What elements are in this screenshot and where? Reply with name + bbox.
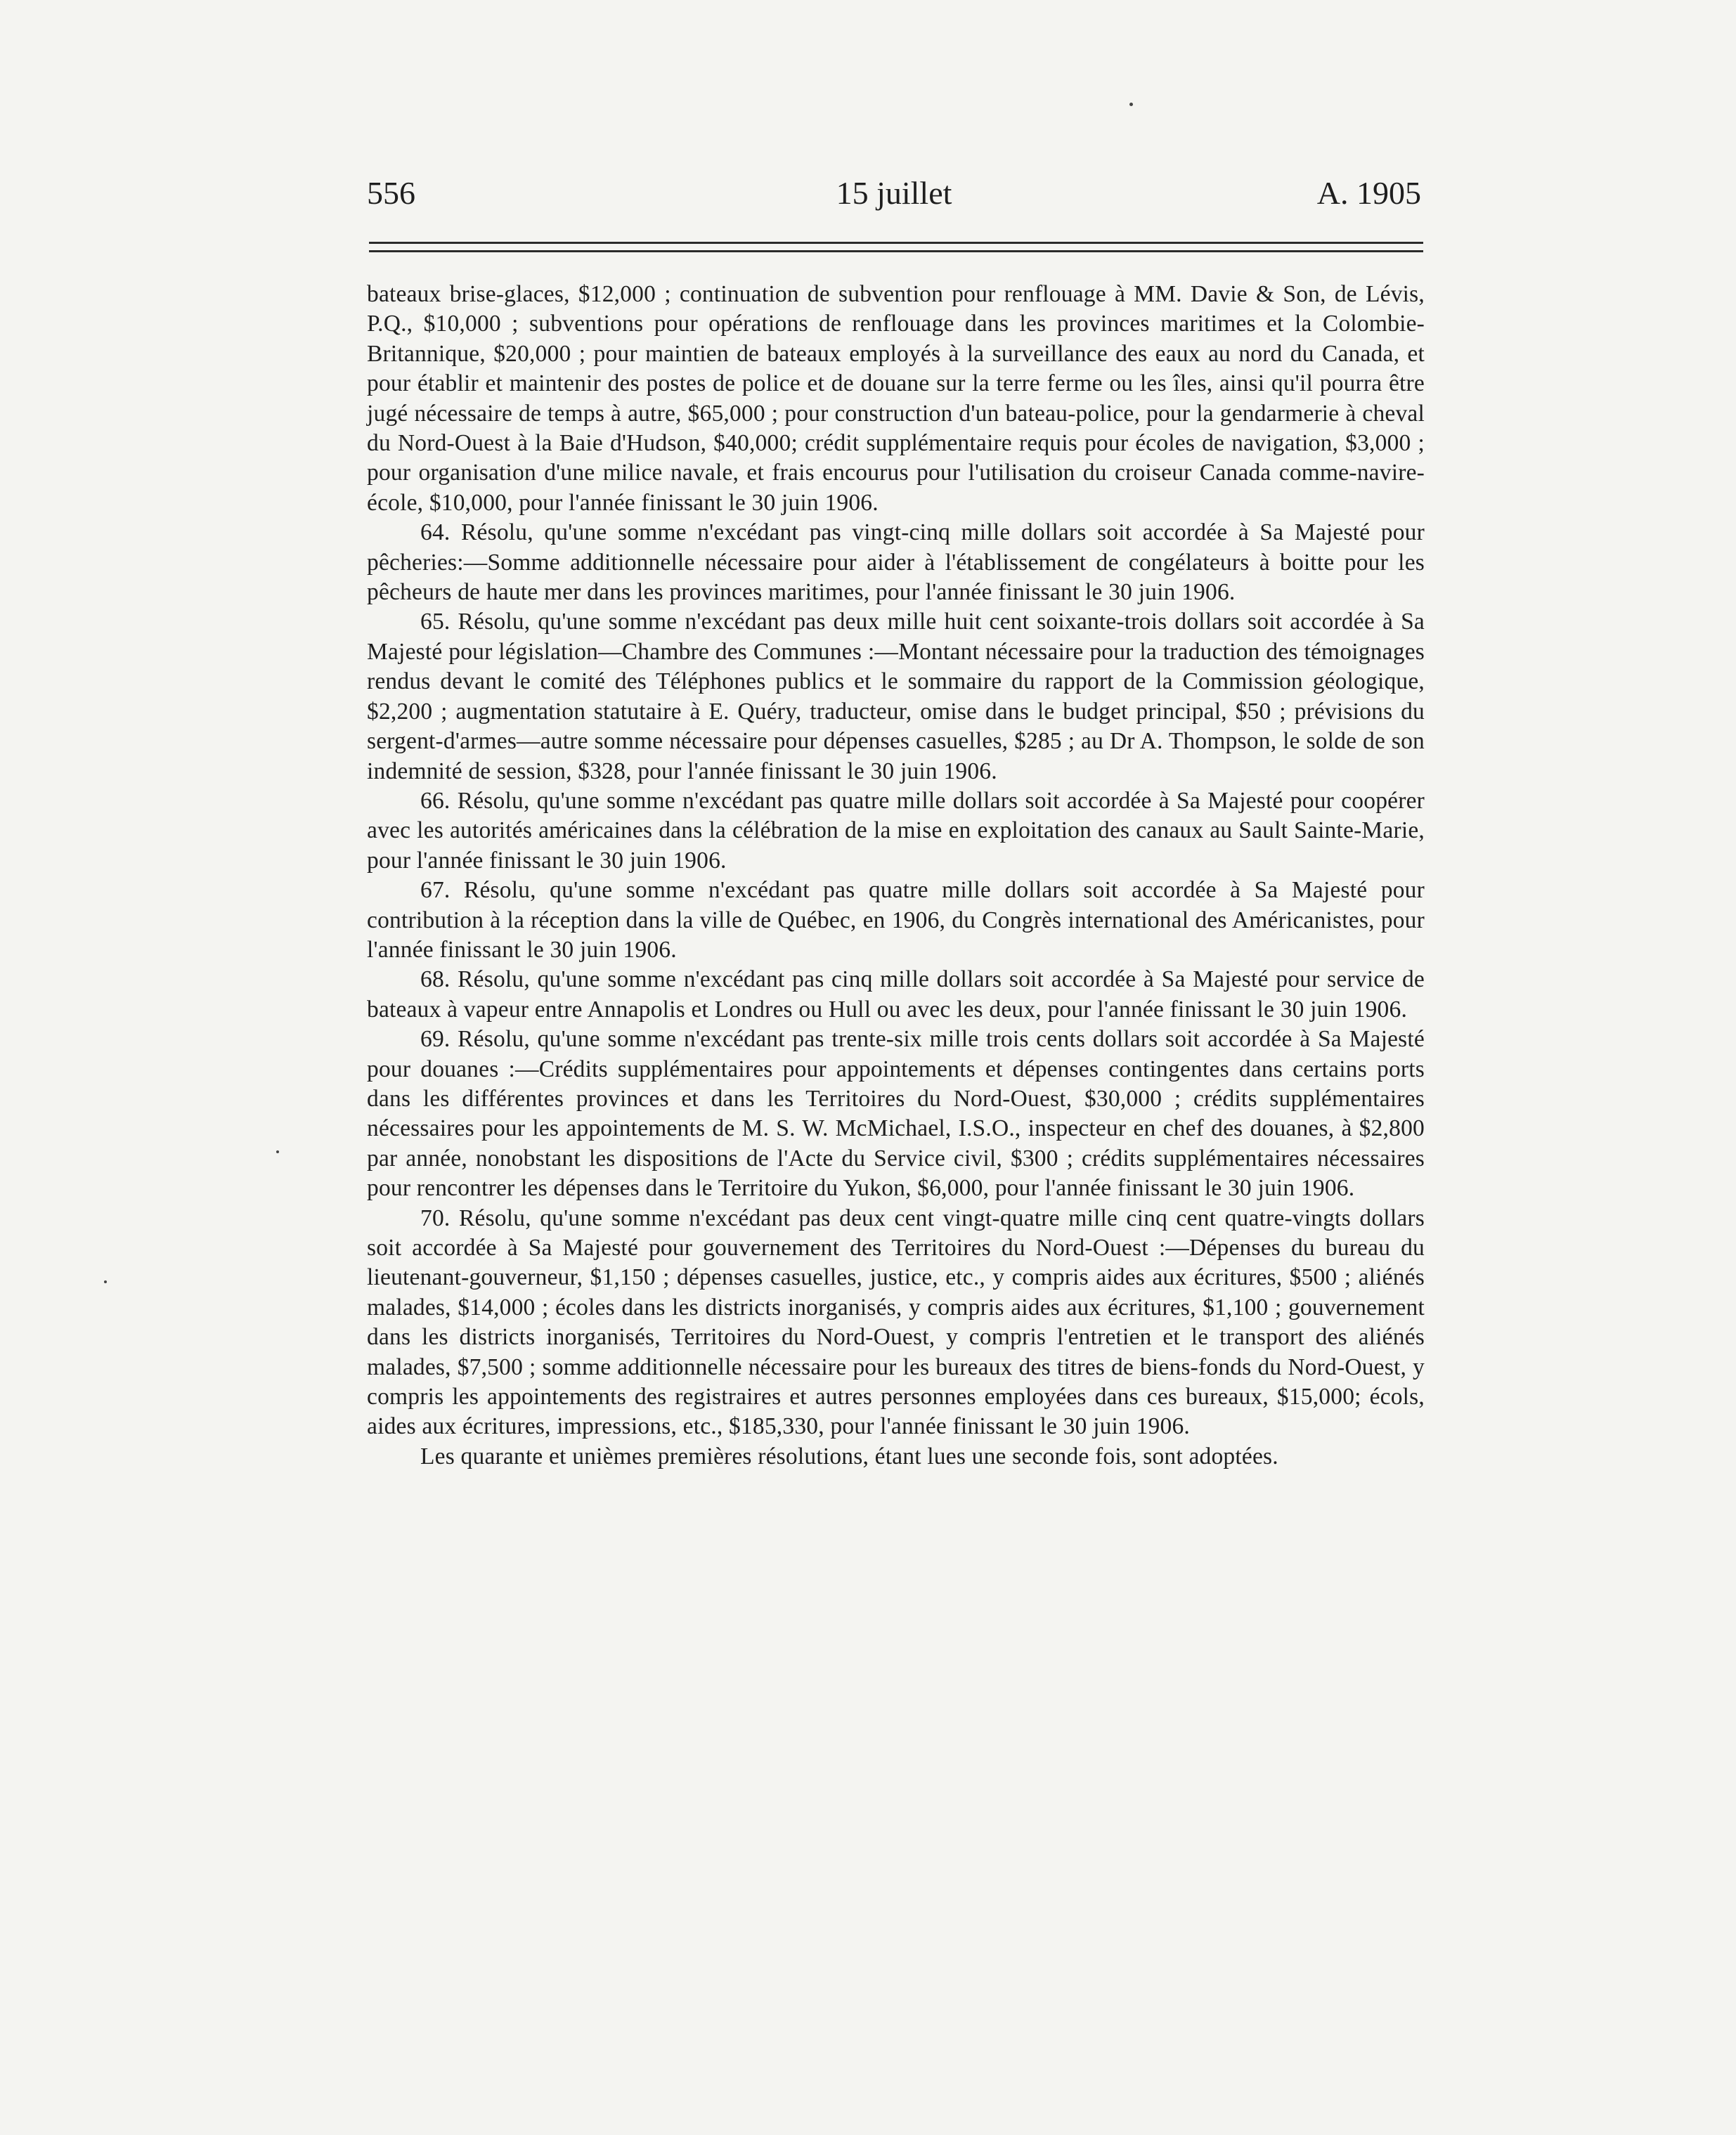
paragraph-resolution-69: 69. Résolu, qu'une somme n'excédant pas trente-six mille trois cents dollars soit accordée à Sa Majesté pour douanes :—Crédits supplémentaires pour appointements et dépenses contingentes dans certains ports dans les différentes provinces et dans les Territoires du Nord-Ouest, $30,000 ; crédits supplémentaires nécessaires pour les appointements de M. S. W. McMichael, I.S.O., inspecteur en chef des douanes, à $2,800 par année, nonobstant les dispositions de l'Acte du Service civil, $300 ; crédits supplémentaires nécessaires pour rencontrer les dépenses dans le Territoire du Yukon, $6,000, pour l'année finissant le 30 juin 1906. — [367, 1026, 1425, 1202]
header-date: 15 juillet — [836, 175, 952, 211]
print-speck — [276, 1150, 279, 1153]
paragraph-resolution-68: 68. Résolu, qu'une somme n'excédant pas cinq mille dollars soit accordée à Sa Majesté pour service de bateaux à vapeur entre Annapolis et Londres ou Hull ou avec les deux, pour l'année finissant le 30 juin 1906. — [367, 966, 1425, 1023]
paragraph-resolution-65: 65. Résolu, qu'une somme n'excédant pas deux mille huit cent soixante-trois dollars soit accordée à Sa Majesté pour législation—Chambre des Communes :—Montant nécessaire pour la traduction des témoignages rendus devant le comité des Téléphones publics et le sommaire du rapport de la Commission géologique, $2,200 ; augmentation statutaire à E. Quéry, traducteur, omise dans le budget principal, $50 ; prévisions du sergent-d'armes—autre somme nécessaire pour dépenses casuelles, $285 ; au Dr A. Thompson, le solde de son indemnité de session, $328, pour l'année finissant le 30 juin 1906. — [367, 609, 1425, 784]
page-number: 556 — [367, 175, 415, 211]
print-speck — [1129, 103, 1133, 106]
header-rule-bottom — [369, 250, 1423, 252]
header-rule-top — [369, 242, 1423, 244]
paragraph-resolution-70: 70. Résolu, qu'une somme n'excédant pas deux cent vingt-quatre mille cinq cent quatre-vingts dollars soit accordée à Sa Majesté pour gouvernement des Territoires du Nord-Ouest :—Dépenses du bureau du lieutenant-gouverneur, $1,150 ; dépenses casuelles, justice, etc., y compris aides aux écritures, $500 ; aliénés malades, $14,000 ; écoles dans les districts inorganisés, y compris aides aux écritures, $1,100 ; gouvernement dans les districts inorganisés, Territoires du Nord-Ouest, y compris l'entretien et le transport des aliénés malades, $7,500 ; somme additionnelle nécessaire pour les bureaux des titres de biens-fonds du Nord-Ouest, y compris les appointements des registraires et autres personnes employées dans ces bureaux, $15,000; écols, aides aux écritures, impressions, etc., $185,330, pour l'année finissant le 30 juin 1906. — [367, 1205, 1425, 1440]
paragraph-continuation: bateaux brise-glaces, $12,000 ; continuation de subvention pour renflouage à MM. Davie & Son, de Lévis, P.Q., $10,000 ; subventions pour opérations de renflouage dans les provinces maritimes et la Colombie-Britannique, $20,000 ; pour maintien de bateaux employés à la surveillance des eaux au nord du Canada, et pour établir et maintenir des postes de police et de douane sur la terre ferme ou les îles, ainsi qu'il pourra être jugé nécessaire de temps à autre, $65,000 ; pour construction d'un bateau-police, pour la gendarmerie à cheval du Nord-Ouest à la Baie d'Hudson, $40,000; crédit supplémentaire requis pour écoles de navigation, $3,000 ; pour organisation d'une milice navale, et frais encourus pour l'utilisation du croiseur Canada comme-navire-école, $10,000, pour l'année finissant le 30 juin 1906. — [367, 281, 1425, 516]
header-year: A. 1905 — [1316, 175, 1421, 211]
body-text — [367, 280, 1425, 1472]
print-speck — [104, 1280, 107, 1283]
paragraph-resolution-67: 67. Résolu, qu'une somme n'excédant pas quatre mille dollars soit accordée à Sa Majesté pour contribution à la réception dans la ville de Québec, en 1906, du Congrès international des Américanistes, pour l'année finissant le 30 juin 1906. — [367, 877, 1425, 963]
paragraph-resolution-64: 64. Résolu, qu'une somme n'excédant pas vingt-cinq mille dollars soit accordée à Sa Majesté pour pêcheries:—Somme additionnelle nécessaire pour aider à l'établissement de congélateurs à boitte pour les pêcheurs de haute mer dans les provinces maritimes, pour l'année finissant le 30 juin 1906. — [367, 519, 1425, 606]
page-header — [367, 172, 1421, 214]
paragraph-resolution-66: 66. Résolu, qu'une somme n'excédant pas quatre mille dollars soit accordée à Sa Majesté pour coopérer avec les autorités américaines dans la célébration de la mise en exploitation des canaux au Sault Sainte-Marie, pour l'année finissant le 30 juin 1906. — [367, 787, 1425, 874]
paragraph-closing: Les quarante et unièmes premières résolutions, étant lues une seconde fois, sont adoptées. — [420, 1443, 1278, 1469]
